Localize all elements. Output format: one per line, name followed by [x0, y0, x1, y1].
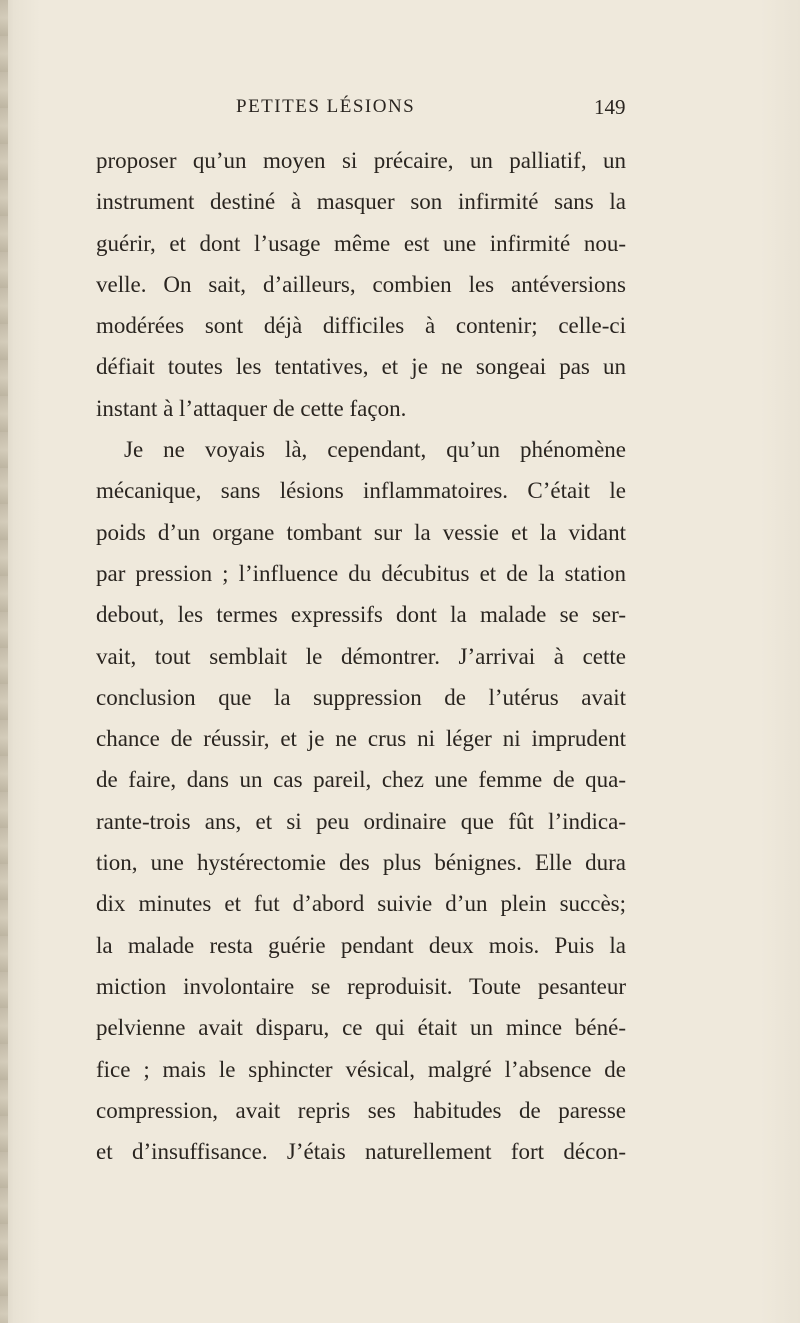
text-body: [96, 140, 626, 1172]
text-line: instrument destiné à masquer son infirmité sans la: [96, 189, 626, 215]
text-line: miction involontaire se reproduisit. Toute pesanteur: [96, 973, 626, 999]
text-line: tion, une hystérectomie des plus bénignes. Elle dura: [96, 850, 626, 876]
text-line: mécanique, sans lésions inflammatoires. C’était le: [96, 478, 626, 504]
text-line: instant à l’attaquer de cette façon.: [96, 395, 407, 421]
running-head: [0, 92, 800, 124]
text-line: velle. On sait, d’ailleurs, combien les antéversions: [96, 271, 626, 297]
text-line: dix minutes et fut d’abord suivie d’un plein succès;: [96, 891, 626, 917]
text-line: la malade resta guérie pendant deux mois. Puis la: [96, 932, 626, 958]
text-line: et d’insuffisance. J’étais naturellement fort décon-: [96, 1139, 626, 1165]
text-line: compression, avait repris ses habitudes de paresse: [96, 1097, 626, 1123]
text-line: pelvienne avait disparu, ce qui était un mince béné-: [96, 1015, 626, 1041]
page-number: 149: [594, 95, 626, 119]
text-line: poids d’un organe tombant sur la vessie et la vidant: [96, 519, 626, 545]
text-line: de faire, dans un cas pareil, chez une femme de qua-: [96, 767, 626, 793]
text-line: défiait toutes les tentatives, et je ne songeai pas un: [96, 354, 626, 380]
page-binding-edge: [0, 0, 8, 1323]
text-line: par pression ; l’influence du décubitus et de la station: [96, 560, 626, 586]
text-line: chance de réussir, et je ne crus ni léger ni imprudent: [96, 726, 626, 752]
text-line: debout, les termes expressifs dont la malade se ser-: [96, 602, 626, 628]
text-line: vait, tout semblait le démontrer. J’arrivai à cette: [96, 643, 626, 669]
text-line: modérées sont déjà difficiles à contenir; celle-ci: [96, 313, 626, 339]
text-line: conclusion que la suppression de l’utérus avait: [96, 684, 626, 710]
text-line: rante-trois ans, et si peu ordinaire que fût l’indica-: [96, 808, 626, 834]
text-line: fice ; mais le sphincter vésical, malgré l’absence de: [96, 1056, 626, 1082]
text-line: guérir, et dont l’usage même est une infirmité nou-: [96, 230, 626, 256]
running-title: PETITES LÉSIONS: [236, 96, 416, 117]
text-line: proposer qu’un moyen si précaire, un palliatif, un: [96, 148, 626, 173]
text-line: Je ne voyais là, cependant, qu’un phénomène: [124, 437, 626, 463]
